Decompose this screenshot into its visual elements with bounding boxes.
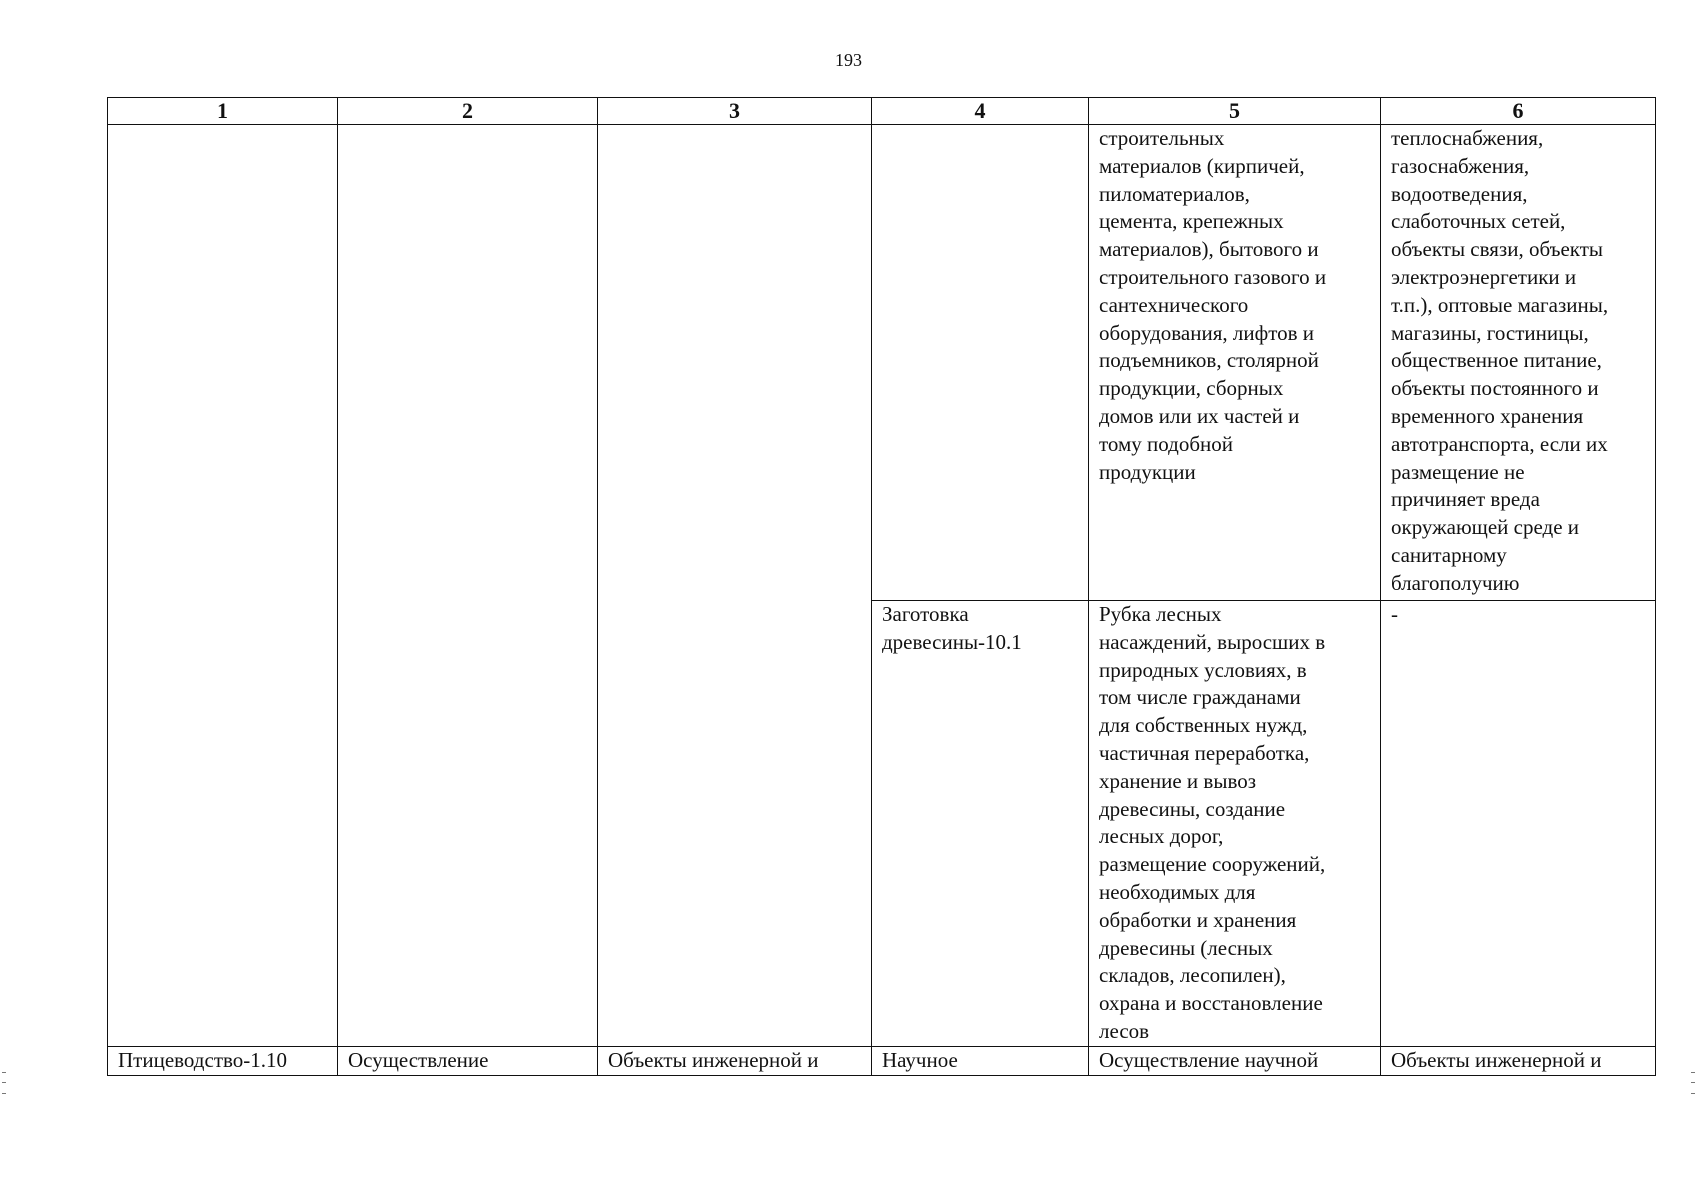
zone-use-name-cell: Птицеводство-1.10 <box>108 1046 338 1075</box>
table-row <box>108 1046 1656 1075</box>
auxiliary-use-cell: - <box>1381 601 1656 1047</box>
permitted-use-description-cell: Осуществление научной <box>1089 1046 1381 1075</box>
column-header-2: 2 <box>338 98 598 125</box>
land-use-table <box>107 97 1656 1076</box>
table-row <box>108 125 1656 601</box>
column-header-1: 1 <box>108 98 338 125</box>
permitted-use-name-cell: Заготовка древесины-10.1 <box>872 601 1089 1047</box>
column-header-4: 4 <box>872 98 1089 125</box>
table-cell <box>598 125 872 1047</box>
table-header-row <box>108 98 1656 125</box>
permitted-use-description-cell: строительных материалов (кирпичей, пиломатериалов, цемента, крепежных материалов), бытового и строительного газового и сантехнического оборудования, лифтов и подъемников, столярной продукции, сборных домов или их частей и тому подобной продукции <box>1089 125 1381 601</box>
right-binding-mark <box>1691 1072 1695 1094</box>
auxiliary-use-cell: Объекты инженерной и <box>1381 1046 1656 1075</box>
zone-use-description-cell: Осуществление <box>338 1046 598 1075</box>
page-number: 193 <box>835 50 862 70</box>
column-header-3: 3 <box>598 98 872 125</box>
zone-objects-cell: Объекты инженерной и <box>598 1046 872 1075</box>
table-cell <box>338 125 598 1047</box>
left-binding-mark <box>2 1072 6 1094</box>
column-header-5: 5 <box>1089 98 1381 125</box>
auxiliary-use-cell: теплоснабжения, газоснабжения, водоотведения, слаботочных сетей, объекты связи, объекты электроэнергетики и т.п.), оптовые магазины, магазины, гостиницы, общественное питание, объекты постоянного и временного хранения автотранспорта, если их размещение не причиняет вреда окружающей среде и санитарному благополучию <box>1381 125 1656 601</box>
table-cell <box>872 125 1089 601</box>
permitted-use-description-cell: Рубка лесных насаждений, выросших в природных условиях, в том числе гражданами для собственных нужд, частичная переработка, хранение и вывоз древесины, создание лесных дорог, размещение сооружений, необходимых для обработки и хранения древесины (лесных складов, лесопилен), охрана и восстановление лесов <box>1089 601 1381 1047</box>
table-cell <box>108 125 338 1047</box>
column-header-6: 6 <box>1381 98 1656 125</box>
permitted-use-name-cell: Научное <box>872 1046 1089 1075</box>
